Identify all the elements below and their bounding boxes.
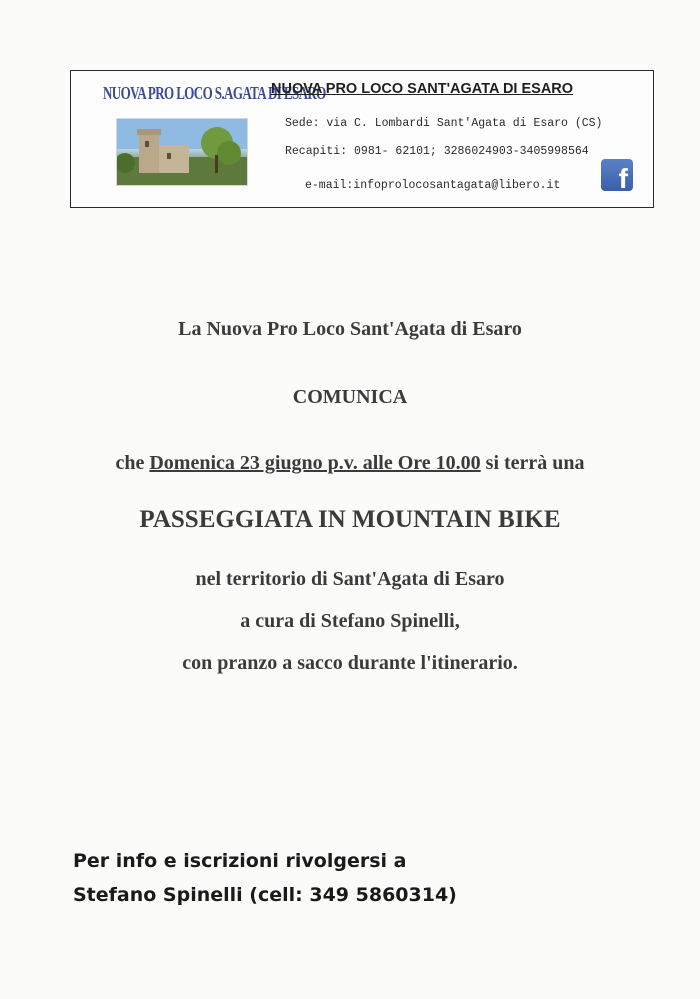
organization-name: NUOVA PRO LOCO SANT'AGATA DI ESARO — [271, 81, 574, 97]
event-location: nel territorio di Sant'Agata di Esaro — [195, 568, 505, 590]
event-organizer: a cura di Stefano Spinelli, — [240, 610, 460, 632]
facebook-icon[interactable]: f — [601, 159, 633, 191]
letterhead-box — [70, 70, 654, 208]
date-prefix: che — [115, 452, 145, 474]
footer-contact: Stefano Spinelli (cell: 349 5860314) — [73, 884, 457, 906]
contact-phones: Recapiti: 0981- 62101; 3286024903-3405998564 — [285, 145, 589, 158]
intro-line: La Nuova Pro Loco Sant'Agata di Esaro — [178, 318, 522, 340]
footer-info-heading: Per info e iscrizioni rivolgersi a — [73, 850, 407, 872]
headquarters-address: Sede: via C. Lombardi Sant'Agata di Esaro (CS) — [285, 117, 603, 130]
pro-loco-logo — [99, 83, 326, 193]
date-line — [0, 452, 700, 475]
announcement-heading: COMUNICA — [292, 386, 408, 408]
date-highlight: Domenica 23 giugno p.v. alle Ore 10.00 — [149, 452, 481, 474]
date-suffix: si terrà una — [485, 452, 585, 474]
event-title: PASSEGGIATA IN MOUNTAIN BIKE — [139, 506, 561, 533]
logo-text: NUOVA PRO LOCO S.AGATA DI ESARO — [103, 83, 326, 104]
event-lunch-note: con pranzo a sacco durante l'itinerario. — [182, 652, 518, 674]
logo-photo — [117, 119, 247, 185]
contact-email[interactable]: e-mail:infoprolocosantagata@libero.it — [305, 179, 561, 192]
